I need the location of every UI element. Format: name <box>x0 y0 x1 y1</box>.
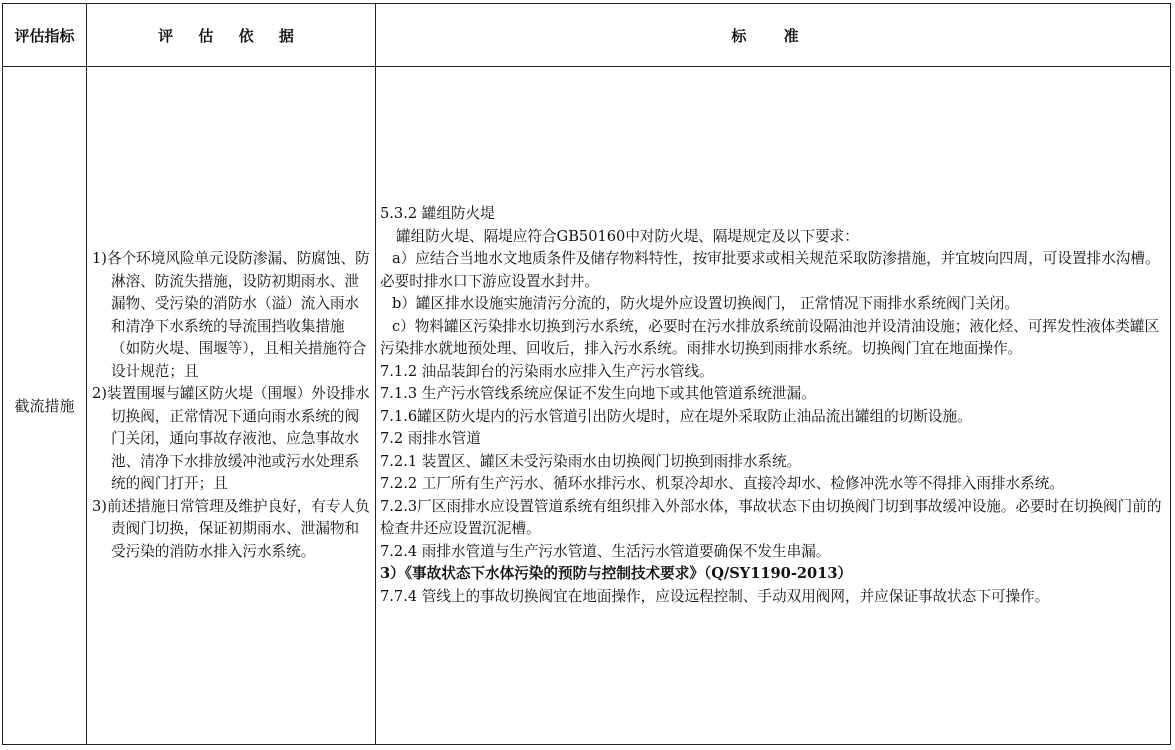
standard-line: 7.2.4 雨排水管道与生产污水管道、生活污水管道要确保不发生串漏。 <box>380 542 831 560</box>
basis-item: 1)各个环境风险单元设防渗漏、防腐蚀、防淋溶、防流失措施，设防初期雨水、泄漏物、受污染的消防水（溢）流入雨水和清净下水系统的导流围挡收集措施（如防火堤、围堰等），且相关措施符合设计规范；且 <box>92 250 370 380</box>
standard-line: 7.1.6罐区防火堤内的污水管道引出防火堤时，应在堤外采取防止油品流出罐组的切断设施。 <box>380 407 972 425</box>
standard-line: a）应结合当地水文地质条件及储存物料特性，按审批要求或相关规范采取防渗措施，并宜坡向四周，可设置排水沟槽。必要时排水口下游应设置水封井。 <box>380 250 1160 290</box>
table-row <box>3 67 1171 745</box>
basis-item: 2)装置围堰与罐区防火堤（围堰）外设排水切换阀，正常情况下通向雨水系统的阀门关闭，通向事故存液池、应急事故水池、清净下水排放缓冲池或污水处理系统的阀门打开；且 <box>92 385 370 492</box>
standard-line: 7.2.1 装置区、罐区未受污染雨水由切换阀门切换到雨排水系统。 <box>380 452 802 470</box>
standard-line: 7.1.2 油品装卸台的污染雨水应排入生产污水管线。 <box>380 362 714 380</box>
standard-line: 7.2.3厂区雨排水应设置管道系统有组织排入外部水体，事故状态下由切换阀门切到事故缓冲设施。必要时在切换阀门前的检查井还应设置沉泥槽。 <box>380 497 1162 537</box>
header-basis: 评 估 依 据 <box>87 4 376 67</box>
header-standard: 标 准 <box>376 4 1171 67</box>
standard-line: 7.2.2 工厂所有生产污水、循环水排污水、机泵冷却水、直接冷却水、检修冲洗水等不得排入雨排水系统。 <box>380 475 1064 492</box>
standard-cell <box>376 67 1171 745</box>
standard-line: 7.7.4 管线上的事故切换阀宜在地面操作，应设远程控制、手动双用阀网，并应保证事故状态下可操作。 <box>380 587 1050 605</box>
indicator-cell: 截流措施 <box>3 67 87 745</box>
standard-line: 7.2 雨排水管道 <box>380 430 481 447</box>
assessment-table <box>2 3 1171 745</box>
standard-line: 罐组防火堤、隔堤应符合GB50160中对防火堤、隔堤规定及以下要求： <box>396 227 859 245</box>
standard-line: 7.1.3 生产污水管线系统应保证不发生向地下或其他管道系统泄漏。 <box>380 385 816 402</box>
standard-line: 5.3.2 罐组防火堤 <box>380 205 495 222</box>
standard-line: c）物料罐区污染排水切换到污水系统，必要时在污水排放系统前设隔油池并设清油设施；液化烃、可挥发性液体类罐区污染排水就地预处理、回收后，排入污水系统。雨排水切换到雨排水系统。切换阀门宜在地面操作。 <box>380 317 1160 357</box>
standard-line: 3）《事故状态下水体污染的预防与控制技术要求》（Q/SY1190-2013） <box>380 565 853 582</box>
header-indicator: 评估指标 <box>3 4 87 67</box>
basis-cell <box>87 67 376 745</box>
header-row <box>3 4 1171 67</box>
basis-item: 3)前述措施日常管理及维护良好，有专人负责阀门切换，保证初期雨水、泄漏物和受污染的消防水排入污水系统。 <box>92 497 370 560</box>
standard-line: b）罐区排水设施实施清污分流的，防火堤外应设置切换阀门， 正常情况下雨排水系统阀门关闭。 <box>392 295 1019 312</box>
